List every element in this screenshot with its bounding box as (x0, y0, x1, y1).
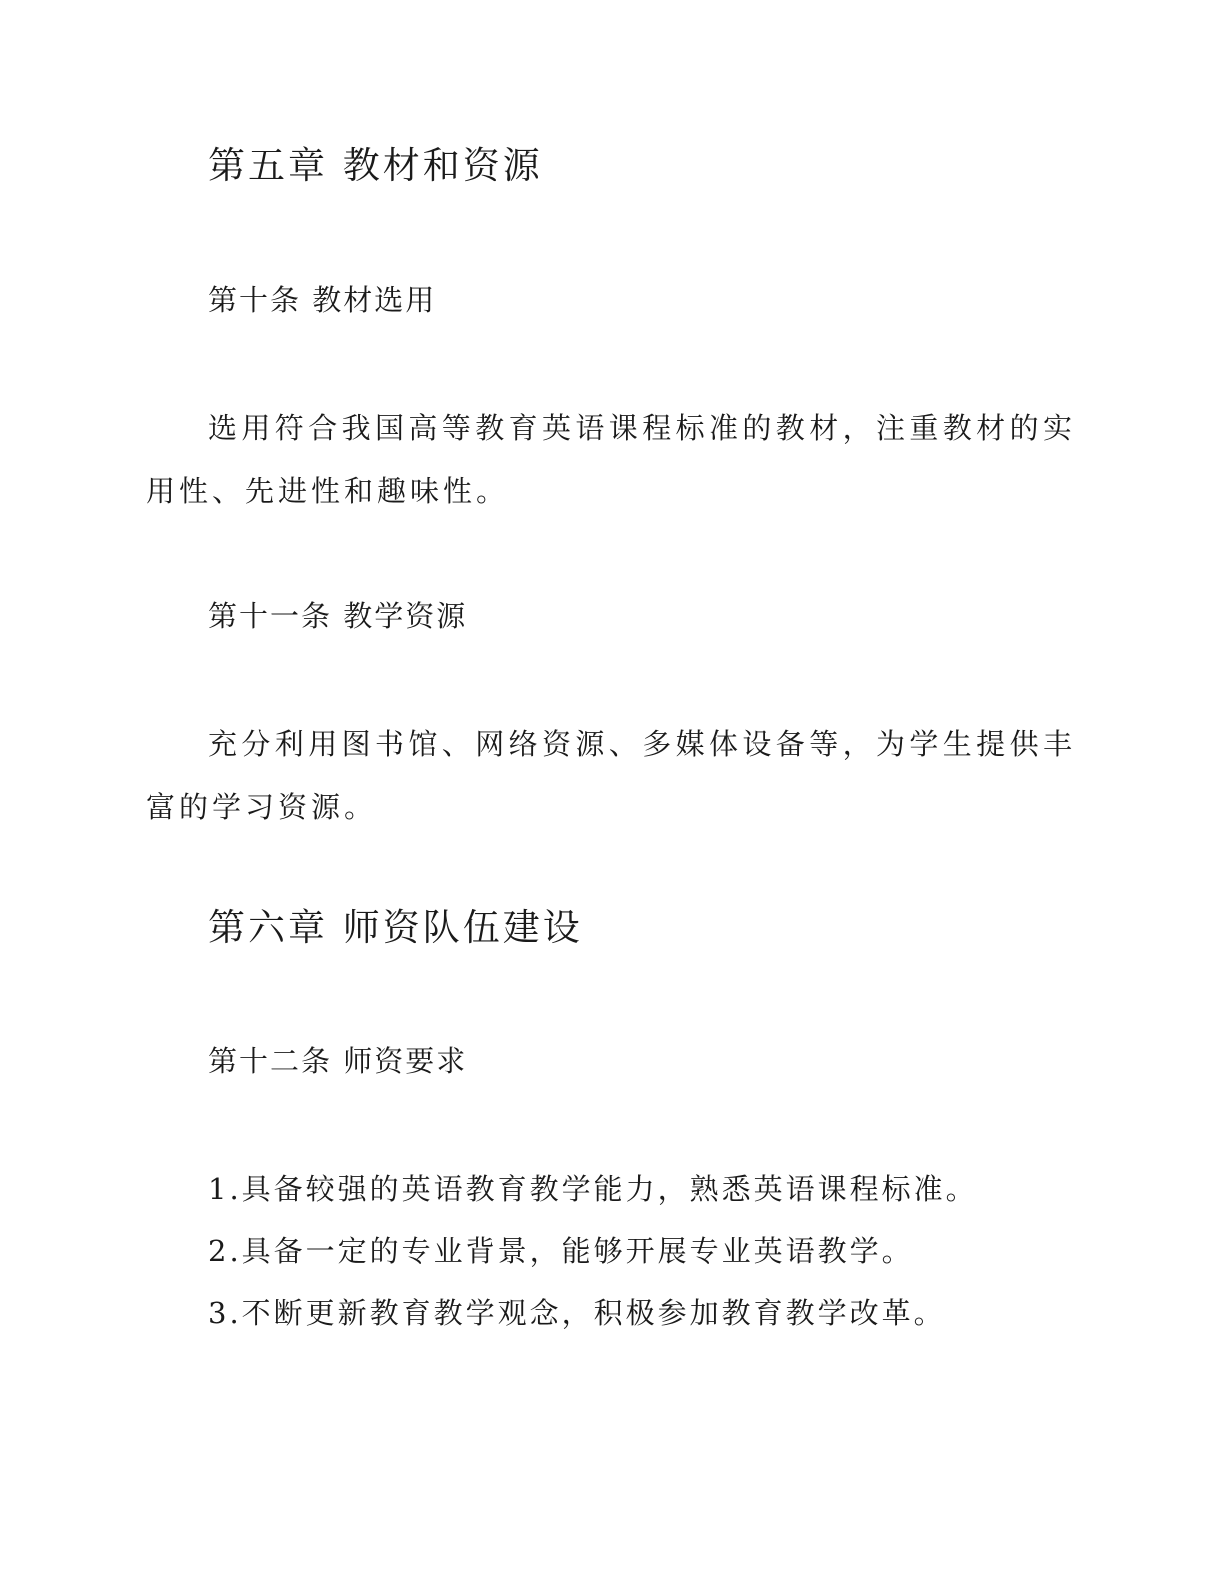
list-item: 1.具备较强的英语教育教学能力，熟悉英语课程标准。 (208, 1172, 978, 1206)
article-11-heading: 第十一条 教学资源 (208, 599, 468, 633)
article-11-body: 充分利用图书馆、网络资源、多媒体设备等，为学生提供丰富的学习资源。 (146, 727, 1076, 824)
article-10-body: 选用符合我国高等教育英语课程标准的教材，注重教材的实用性、先进性和趣味性。 (146, 411, 1076, 508)
chapter-6-heading: 第六章 师资队伍建设 (208, 906, 583, 949)
list-item: 3.不断更新教育教学观念，积极参加教育教学改革。 (208, 1296, 946, 1330)
article-12-heading: 第十二条 师资要求 (208, 1044, 468, 1078)
chapter-5-heading: 第五章 教材和资源 (208, 144, 543, 187)
article-12-list (208, 1158, 978, 1344)
article-10-heading: 第十条 教材选用 (208, 283, 437, 317)
list-item: 2.具备一定的专业背景，能够开展专业英语教学。 (208, 1234, 914, 1268)
